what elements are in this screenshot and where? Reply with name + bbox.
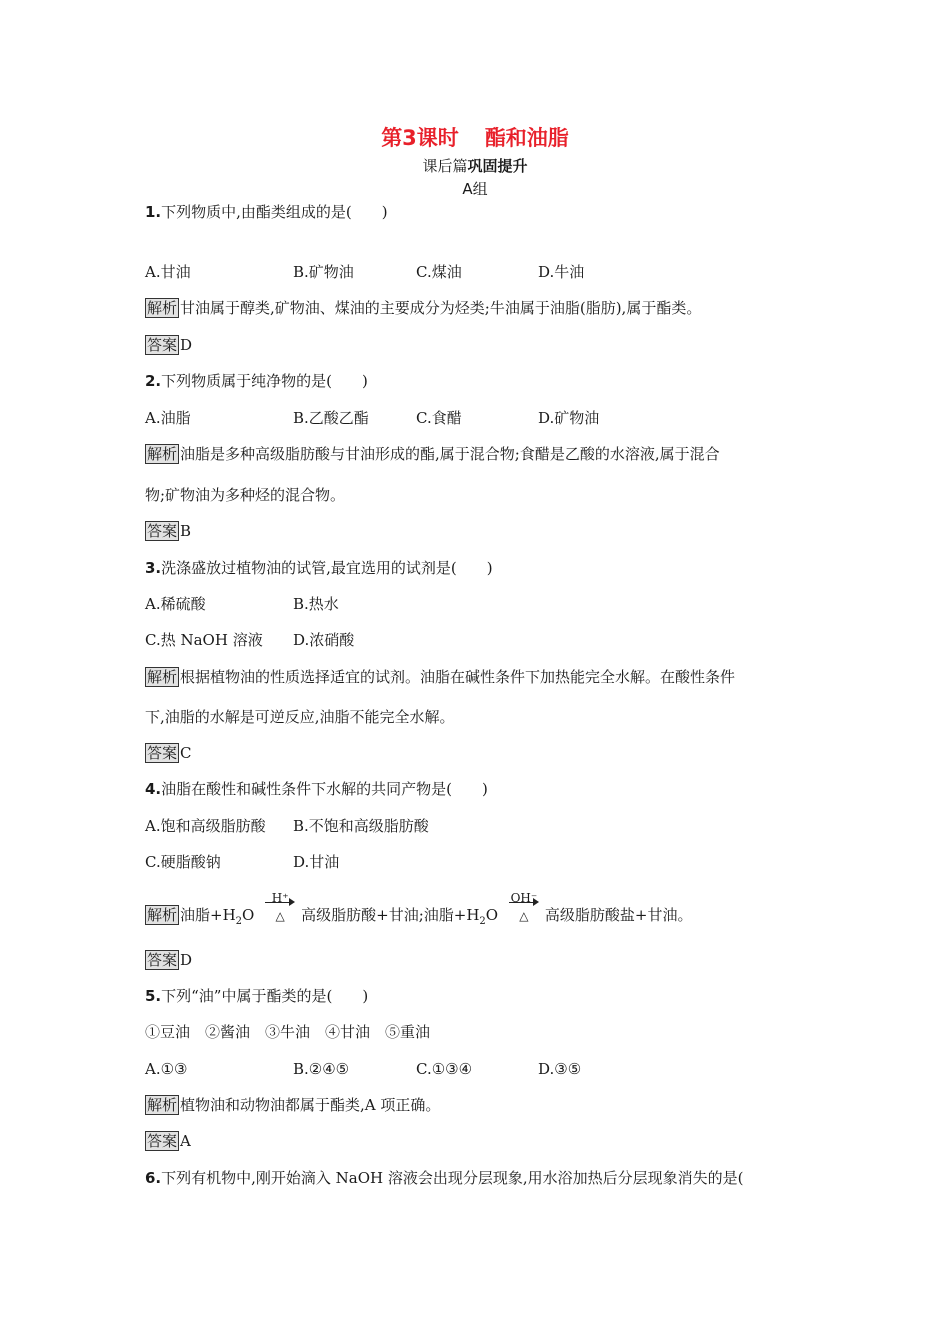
- answer-text: C: [180, 744, 192, 762]
- question-text: 油脂在酸性和碱性条件下水解的共同产物是( ): [161, 780, 488, 798]
- lesson-topic: 酯和油脂: [484, 126, 569, 150]
- q5-option-c: C.①③④: [416, 1060, 473, 1078]
- question-text: 下列物质属于纯净物的是( ): [161, 372, 368, 390]
- base-condition: OH⁻: [510, 891, 538, 905]
- answer-tag: 答案: [147, 951, 178, 969]
- answer-tag: 答案: [147, 1132, 178, 1150]
- q2-option-c: C.食醋: [416, 409, 462, 427]
- question-number: 5.: [145, 987, 162, 1005]
- question-number: 6.: [145, 1169, 162, 1187]
- answer-text: D: [180, 951, 193, 969]
- q5-answer: [145, 1131, 191, 1151]
- q2-analysis-line1: [145, 444, 720, 464]
- q2-option-a: A.油脂: [145, 409, 191, 427]
- question-text: 下列物质中,由酯类组成的是( ): [161, 203, 388, 221]
- q3-answer: [145, 743, 192, 763]
- q5-items: ①豆油 ②酱油 ③牛油 ④甘油 ⑤重油: [145, 1023, 431, 1041]
- answer-text: B: [180, 522, 192, 540]
- q4-analysis-equation: [145, 891, 693, 932]
- analysis-tag: 解析: [147, 299, 178, 317]
- question-text: 下列“油”中属于酯类的是( ): [161, 987, 369, 1005]
- analysis-text: 根据植物油的性质选择适宜的试剂。油脂在碱性条件下加热能完全水解。在酸性条件: [180, 668, 736, 686]
- equation-rhs: 高级脂肪酸盐+甘油。: [544, 906, 693, 924]
- question-number: 1.: [145, 203, 162, 221]
- question-2-stem: [145, 371, 368, 391]
- section-subtitle: [0, 155, 950, 176]
- reaction-arrow-acid: [265, 891, 295, 926]
- q1-analysis: [145, 298, 701, 318]
- q1-option-a: A.甘油: [145, 263, 191, 281]
- arrow-head-icon: [289, 898, 295, 906]
- heat-condition: △: [519, 909, 529, 923]
- subscript: 2: [235, 916, 243, 927]
- q5-option-d: D.③⑤: [538, 1060, 582, 1078]
- subscript: 2: [479, 916, 486, 927]
- q4-answer: [145, 950, 192, 970]
- equation-lhs: 油脂+H: [180, 906, 236, 924]
- analysis-tag: 解析: [147, 445, 178, 463]
- q3-option-b: B.热水: [293, 595, 339, 613]
- q2-analysis-line2: 物;矿物油为多种烃的混合物。: [145, 486, 346, 504]
- answer-tag: 答案: [147, 336, 178, 354]
- subtitle-plain: 课后篇: [422, 157, 468, 175]
- analysis-tag: 解析: [147, 1096, 178, 1114]
- answer-text: D: [180, 336, 193, 354]
- q1-answer: [145, 335, 192, 355]
- group-label: A组: [462, 180, 488, 198]
- q3-option-d: D.浓硝酸: [293, 631, 355, 649]
- q4-option-a: A.饱和高级脂肪酸: [145, 817, 266, 835]
- question-5-stem: [145, 986, 368, 1006]
- q1-option-b: B.矿物油: [293, 263, 354, 281]
- question-4-stem: [145, 779, 488, 799]
- q3-option-c: C.热 NaOH 溶液: [145, 631, 263, 649]
- arrow-head-icon: [533, 898, 539, 906]
- oxygen: O: [242, 906, 255, 924]
- acid-condition: H⁺: [271, 891, 289, 905]
- q1-option-d: D.牛油: [538, 263, 585, 281]
- answer-tag: 答案: [147, 522, 178, 540]
- analysis-text: 植物油和动物油都属于酯类,A 项正确。: [180, 1096, 441, 1114]
- q5-option-a: A.①③: [145, 1060, 188, 1078]
- q4-option-d: D.甘油: [293, 853, 340, 871]
- equation-middle: 高级脂肪酸+甘油;油脂+H: [301, 906, 480, 924]
- q2-option-d: D.矿物油: [538, 409, 600, 427]
- q3-analysis-line2: 下,油脂的水解是可逆反应,油脂不能完全水解。: [145, 708, 455, 726]
- question-text: 洗涤盛放过植物油的试管,最宜选用的试剂是( ): [161, 559, 493, 577]
- analysis-text: 油脂是多种高级脂肪酸与甘油形成的酯,属于混合物;食醋是乙酸的水溶液,属于混合: [180, 445, 720, 463]
- q2-option-b: B.乙酸乙酯: [293, 409, 369, 427]
- question-number: 2.: [145, 372, 162, 390]
- analysis-tag: 解析: [147, 906, 178, 924]
- lesson-number: 第3课时: [381, 126, 459, 150]
- question-3-stem: [145, 558, 493, 578]
- q5-analysis: [145, 1095, 440, 1115]
- analysis-tag: 解析: [147, 668, 178, 686]
- analysis-text: 甘油属于醇类,矿物油、煤油的主要成分为烃类;牛油属于油脂(脂肪),属于酯类。: [180, 299, 702, 317]
- question-number: 3.: [145, 559, 162, 577]
- oxygen: O: [485, 906, 499, 924]
- q2-answer: [145, 521, 191, 541]
- question-text: 下列有机物中,刚开始滴入 NaOH 溶液会出现分层现象,用水浴加热后分层现象消失的是(: [161, 1169, 744, 1187]
- heat-condition: △: [275, 909, 285, 923]
- q3-option-a: A.稀硫酸: [145, 595, 206, 613]
- question-1-stem: [145, 202, 388, 222]
- question-number: 4.: [145, 780, 162, 798]
- page-title: [0, 122, 950, 152]
- q4-option-c: C.硬脂酸钠: [145, 853, 221, 871]
- answer-tag: 答案: [147, 744, 178, 762]
- reaction-arrow-base: [509, 891, 539, 926]
- answer-text: A: [180, 1132, 191, 1150]
- q4-option-b: B.不饱和高级脂肪酸: [293, 817, 429, 835]
- q1-option-c: C.煤油: [416, 263, 462, 281]
- subtitle-bold: 巩固提升: [467, 157, 528, 175]
- question-6-stem: [145, 1168, 744, 1188]
- q5-option-b: B.②④⑤: [293, 1060, 350, 1078]
- q3-analysis-line1: [145, 667, 735, 687]
